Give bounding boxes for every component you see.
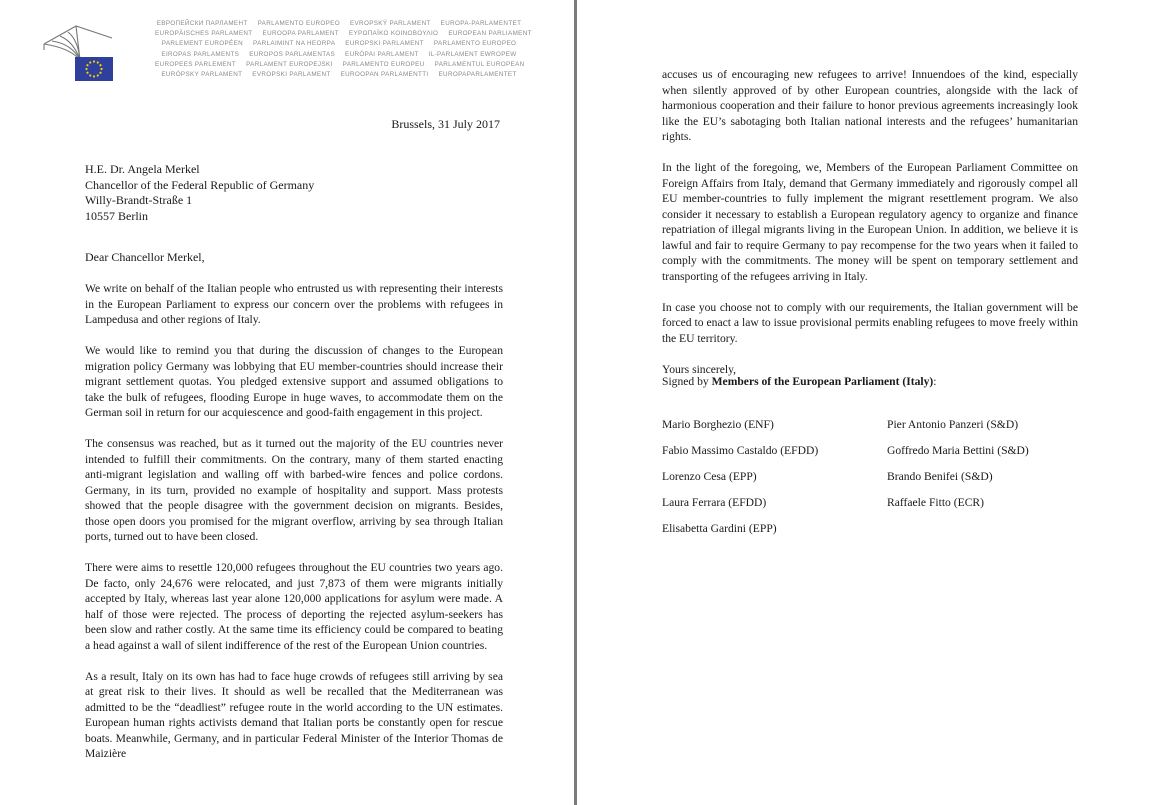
parliament-name: EURÓPSKY PARLAMENT (161, 71, 243, 79)
flag-star (86, 64, 88, 66)
parliament-name: EUROPA-PARLAMENTET (440, 20, 522, 27)
letter-page-2 (577, 0, 1150, 805)
letter-date: Brussels, 31 July 2017 (391, 117, 500, 131)
parliament-names-header (150, 19, 532, 80)
recipient-address (85, 162, 314, 224)
parliament-name: EURÓPAI PARLAMENT (345, 50, 419, 58)
flag-star (86, 72, 88, 74)
parliament-names-row (150, 70, 528, 80)
parliament-name: EUROPSKI PARLAMENT (345, 40, 424, 48)
address-line: Willy-Brandt-Straße 1 (85, 193, 193, 207)
paragraph: In the light of the foregoing, we, Members of the European Parliament Committee on Foreign Affairs from Italy, demand that Germany immediately and rigorously compel all EU member-countries to fully implement the migrant resettlement program. We also consider it necessary to establish a European regulatory agency to organize and finance repatriation of illegal migrants living in the European Union. In addition, we believe it is lawful and fair to require Germany to pay recompense for the two years when it failed to comply with the commitments. The money will be spent on temporary settlement and transporting of the refugees arriving in Italy. (662, 161, 1078, 283)
signer-name: Fabio Massimo Castaldo (EFDD) (662, 444, 819, 457)
signer-name: Elisabetta Gardini (EPP) (662, 522, 777, 535)
paragraph: There were aims to resettle 120,000 refugees throughout the EU countries two years ago. De facto, only 24,676 were relocated, and just 7,873 of them were migrants initially accepted by Italy, whereas last year alone 120,000 applications for asylum were made. A half of those were rejected. The process of deporting the rejected asylum-seekers has been slow and rather costly. At the same time its efficiency could be compared to beating a head against a wall of silent indifference of the rest of the European Union countries. (85, 561, 503, 652)
parliament-name: EUROPEAN PARLIAMENT (448, 30, 532, 38)
parliament-names-row (150, 60, 528, 70)
parliament-name: PARLAMENTO EUROPEO (433, 40, 517, 48)
signed-group: Members of the European Parliament (Italy) (711, 375, 934, 388)
signer-name: Mario Borghezio (ENF) (662, 418, 774, 431)
flag-star (100, 68, 102, 70)
parliament-name: EVROPSKI PARLAMENT (252, 71, 331, 79)
signed-suffix: : (933, 375, 937, 388)
signer-name: Raffaele Fitto (ECR) (887, 496, 985, 509)
parliament-name: ΕΥΡΩΠΑΪΚΟ ΚΟΙΝΟΒΟΥΛΙΟ (348, 30, 439, 38)
address-line: Chancellor of the Federal Republic of Germany (85, 177, 315, 192)
parliament-name: EUROPOS PARLAMENTAS (249, 50, 336, 58)
flag-star (97, 61, 99, 63)
parliament-names-row (150, 39, 528, 49)
parliament-name: IL-PARLAMENT EWROPEW (428, 50, 517, 58)
flag-star (89, 61, 91, 63)
flag-star (97, 74, 99, 76)
parliament-name: PARLAMENTO EUROPEU (342, 60, 425, 68)
letter-page-1 (0, 0, 574, 805)
parliament-name: EVROPSKÝ PARLAMENT (349, 20, 431, 27)
paragraph: We write on behalf of the Italian people who entrusted us with representing their interests in the European Parliament to express our concern over the problems with refugees in Lampedusa and other regions of Italy. (85, 282, 503, 326)
paragraph: We would like to remind you that during the discussion of changes to the European migration policy Germany was lobbying that EU member-countries should increase their migrant settlement quotas. You pledged extensive support and assumed obligations to take the bulk of refugees, flooding Europe in huge waves, to accommodate them on the German soil in return for our acquiescence and good-faith engagement in this project. (85, 344, 503, 419)
parliament-name: PARLAIMINT NA HEORPA (253, 40, 336, 48)
parliament-names-row (150, 50, 528, 60)
signer-name: Lorenzo Cesa (EPP) (662, 470, 757, 483)
flag-star (99, 64, 101, 66)
letter-body-part-2 (662, 67, 1078, 393)
paragraph: In case you choose not to comply with our requirements, the Italian government will be forced to enact a law to issue provisional permits enabling refugees to move freely within the EU territory. (662, 300, 1078, 345)
parliament-name: EUROPÄISCHES PARLAMENT (155, 30, 253, 38)
parliament-name: EIROPAS PARLAMENTS (161, 50, 240, 58)
parliament-name: EUROPAPARLAMENTET (438, 71, 517, 79)
flag-star (93, 60, 95, 62)
paragraph: As a result, Italy on its own has had to face huge crowds of refugees still arriving by sea at great risk to their lives. It should as well be recalled that the Mediterranean was admitted to be the “deadliest” refugee route in the world according to the UN estimates. European human rights activists demand that Italian ports be constantly open for rescue boats. Meanwhile, Germany, and in particular Federal Minister of the Interior Thomas de Maizière (85, 669, 503, 760)
parliament-name: PARLAMENTO EUROPEO (257, 20, 340, 27)
parliament-name: EUROOPAN PARLAMENTTI (340, 71, 429, 79)
parliament-name: PARLAMENTUL EUROPEAN (434, 60, 525, 68)
salutation: Dear Chancellor Merkel, (85, 250, 205, 264)
signer-name: Pier Antonio Panzeri (S&D) (887, 418, 1019, 431)
flag-star (89, 74, 91, 76)
parliament-name: ЕВРОПЕЙСКИ ПАРЛАМЕНТ (156, 20, 248, 27)
signed-by-line (662, 375, 936, 388)
closing: Yours sincerely, (662, 362, 737, 376)
address-line: H.E. Dr. Angela Merkel (85, 162, 200, 176)
address-line: 10557 Berlin (85, 208, 148, 223)
flag-star (93, 75, 95, 77)
signer-name: Laura Ferrara (EFDD) (662, 496, 767, 509)
parliament-name: EUROPEES PARLEMENT (155, 60, 237, 68)
letter-body-part-1 (85, 281, 503, 777)
paragraph: accuses us of encouraging new refugees to arrive! Innuendoes of the kind, especially when silently approved of by other European countries, alongside with the lack of harmonious cooperation and their failure to honor previous agreements increasingly look like the EU’s sabotaging both Italian national interests and the refugees’ humanitarian rights. (662, 68, 1078, 143)
parliament-name: PARLEMENT EUROPÉEN (161, 40, 244, 48)
european-parliament-logo (40, 14, 130, 84)
signed-prefix: Signed by (662, 375, 712, 388)
signer-name: Goffredo Maria Bettini (S&D) (887, 444, 1029, 457)
flag-star (85, 68, 87, 70)
parliament-name: PARLAMENT EUROPEJSKI (246, 60, 333, 68)
parliament-names-row (150, 19, 528, 29)
signers-list (662, 417, 1082, 537)
parliament-names-row (150, 29, 532, 39)
parliament-name: EUROOPA PARLAMENT (262, 30, 339, 38)
flag-star (99, 72, 101, 74)
signer-name: Brando Benifei (S&D) (887, 470, 993, 483)
paragraph: The consensus was reached, but as it turned out the majority of the EU countries never intended to fulfill their commitments. On the contrary, many of them started enacting anti-migrant legislation and walling off with barbed-wire fences and police cordons. Germany, in its turn, provided no example of hospitality and support. Mass protests showed that the people disagree with the government decision on migrants. Besides, those open doors you promised for the migrant overflow, arriving by sea through Italian ports, turned out to have been closed. (85, 437, 503, 543)
